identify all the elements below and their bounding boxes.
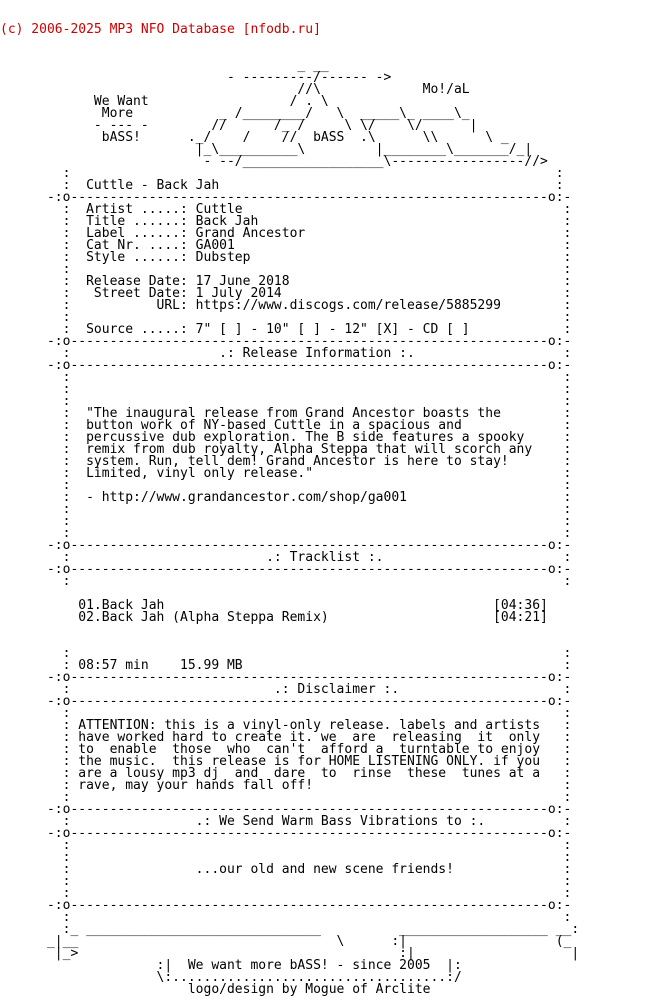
nfo-line: : the music. this release is for HOME LISTENING ONLY. if you : [0, 754, 572, 769]
nfo-line: : Title ......: Back Jah : [0, 214, 572, 229]
nfo-line: : : [0, 574, 572, 589]
nfo-line: //\ Mo!/aL [0, 82, 470, 97]
nfo-line: -:o-------------------------------------------------------------o:- [0, 670, 572, 685]
nfo-line: : are a lousy mp3 dj and dare to rinse these tunes at a : [0, 766, 572, 781]
nfo-line: : : [0, 502, 572, 517]
nfo-line: : : [0, 478, 572, 493]
nfo-line: _|__ \ :| (_ [0, 934, 572, 949]
nfo-line: : have worked hard to create it. we are releasing it only : [0, 730, 572, 745]
nfo-line: : - http://www.grandancestor.com/shop/ga001 : [0, 490, 572, 505]
nfo-line [0, 624, 664, 636]
nfo-line: : .: We Send Warm Bass Vibrations to :. : [0, 814, 572, 829]
nfo-line: : Artist .....: Cuttle : [0, 202, 572, 217]
nfo-line: |_\__________\ |________\_______/_| [0, 142, 533, 157]
nfo-line: : : [0, 850, 572, 865]
nfo-line: 01.Back Jah [04:36] [0, 598, 548, 613]
nfo-line: : : [0, 370, 572, 385]
nfo-line: : percussive dub exploration. The B side features a spooky : [0, 430, 572, 445]
nfo-line: : ATTENTION: this is a vinyl-only release. labels and artists : [0, 718, 572, 733]
nfo-line: : system. Run, tell dem! Grand Ancestor is here to stay! : [0, 454, 572, 469]
nfo-line: : Release Date: 17 June 2018 : [0, 274, 572, 289]
nfo-line: : : [0, 514, 572, 529]
nfo-line: : : [0, 706, 572, 721]
nfo-line: -:o-------------------------------------------------------------o:- [0, 190, 572, 205]
nfo-line: - --/__________________\-----------------//> [0, 154, 548, 169]
nfo-line: : : [0, 310, 572, 325]
nfo-line: - ---------/------ -> [0, 70, 392, 85]
nfo-line: : Label ......: Grand Ancestor : [0, 226, 572, 241]
nfo-line: : to enable those who can't afford a turntable to enjoy : [0, 742, 572, 757]
nfo-line: :_ ______________________________ ___________________ __: [0, 922, 580, 937]
nfo-line: : URL: https://www.discogs.com/release/5885299 : [0, 298, 572, 313]
nfo-line: : Style ......: Dubstep : [0, 250, 572, 265]
nfo-line: -:o-------------------------------------------------------------o:- [0, 802, 572, 817]
nfo-line: : : [0, 886, 572, 901]
nfo-line: : .: Release Information :. : [0, 346, 572, 361]
nfo-line: -:o-------------------------------------------------------------o:- [0, 358, 572, 373]
nfo-line: : : [0, 166, 564, 181]
nfo-line: -:o-------------------------------------------------------------o:- [0, 334, 572, 349]
nfo-line: \:...................................:/ [0, 970, 462, 985]
nfo-line: : Cat Nr. ....: GA001 : [0, 238, 572, 253]
nfo-line: -:o-------------------------------------------------------------o:- [0, 898, 572, 913]
nfo-line: : : [0, 526, 572, 541]
nfo-line: : button work of NY-based Cuttle in a spacious and : [0, 418, 572, 433]
nfo-line: bASS! ._/ / // bASS .\ \\ \ _ [0, 130, 509, 145]
nfo-line: - --- - // /_ / \ \/ \/ | [0, 118, 478, 133]
nfo-line: : rave, may your hands fall off! : [0, 778, 572, 793]
nfo-line: -:o-------------------------------------------------------------o:- [0, 826, 572, 841]
nfo-line: : .: Tracklist :. : [0, 550, 572, 565]
nfo-line: : : [0, 382, 572, 397]
nfo-line: : : [0, 262, 572, 277]
nfo-line: :| We want more bASS! - since 2005 |: [0, 958, 462, 973]
nfodb-header: (c) 2006-2025 MP3 NFO Database [nfodb.ru] [0, 22, 321, 37]
nfo-line: : : [0, 838, 572, 853]
nfo-line: -:o-------------------------------------------------------------o:- [0, 562, 572, 577]
nfo-line: More _ /________/ \ _____\_ ____\_ [0, 106, 470, 121]
nfo-line: -:o-------------------------------------------------------------o:- [0, 538, 572, 553]
nfo-line: logo/design by Mogue of Arclite [0, 982, 431, 997]
nfo-line: : : [0, 394, 572, 409]
nfo-line: : Street Date: 1 July 2014 : [0, 286, 572, 301]
nfo-line: We Want / . \ [0, 94, 329, 109]
nfo-line: 02.Back Jah (Alpha Steppa Remix) [04:21] [0, 610, 548, 625]
nfo-line: : Cuttle - Back Jah : [0, 178, 564, 193]
nfo-line: : "The inaugural release from Grand Ancestor boasts the : [0, 406, 572, 421]
nfo-line: : : [0, 874, 572, 889]
nfo-line: : 08:57 min 15.99 MB : [0, 658, 572, 673]
nfo-line: : Source .....: 7" [ ] - 10" [ ] - 12" [X] - CD [ ] : [0, 322, 572, 337]
nfo-line: : : [0, 790, 572, 805]
nfo-line: _ __ [0, 58, 329, 73]
nfo-line: : : [0, 910, 572, 925]
nfo-line: : Limited, vinyl only release." : [0, 466, 572, 481]
nfo-line: : remix from dub royalty, Alpha Steppa that will scorch any : [0, 442, 572, 457]
nfo-line: -:o-------------------------------------------------------------o:- [0, 694, 572, 709]
nfo-line: : .: Disclaimer :. : [0, 682, 572, 697]
nfo-body [0, 60, 664, 996]
nfo-line: : : [0, 646, 572, 661]
nfo-line: : ...our old and new scene friends! : [0, 862, 572, 877]
nfo-line: |_> :| | [0, 946, 580, 961]
